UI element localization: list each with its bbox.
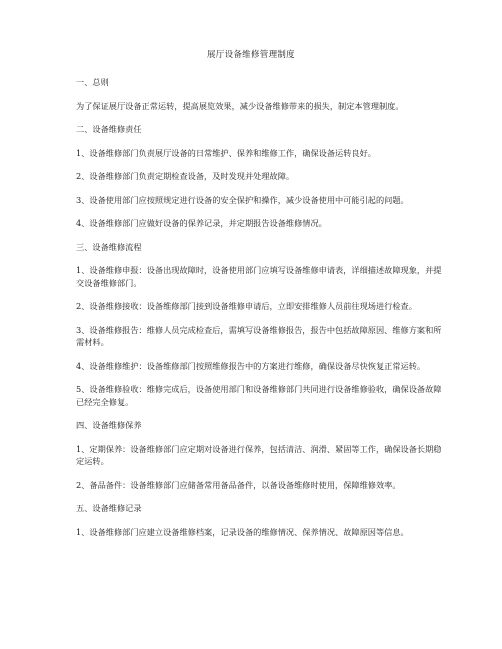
paragraph-records-1: 1、设备维修部门应建立设备维修档案，记录设备的维修情况、保养情况、故障原因等信息。 <box>76 526 409 537</box>
document-body <box>76 76 442 549</box>
paragraph-process-4: 4、设备维修维护：设备维修部门按照维修报告中的方案进行维修，确保设备尽快恢复正常运转。 <box>76 360 426 371</box>
section-heading-maintenance: 四、设备维修保养 <box>76 420 142 430</box>
section-heading-responsibility: 二、设备维修责任 <box>76 124 142 134</box>
paragraph-maintenance-1: 1、定期保养：设备维修部门应定期对设备进行保养，包括清洁、润滑、紧固等工作，确保设备长期稳定运转。 <box>76 443 442 466</box>
section-heading-process: 三、设备维修流程 <box>76 241 142 252</box>
paragraph-responsibility-3: 3、设备使用部门应按照规定进行设备的安全保护和操作，减少设备使用中可能引起的问题。 <box>76 194 409 205</box>
paragraph-maintenance-2: 2、备品备件：设备维修部门应储备常用备品备件，以备设备维修时使用，保障维修效率。 <box>76 479 401 490</box>
section-heading-records: 五、设备维修记录 <box>76 503 142 513</box>
paragraph-process-2: 2、设备维修接收：设备维修部门接到设备维修申请后，立即安排维修人员前往现场进行检查。 <box>76 301 417 311</box>
paragraph-process-3: 3、设备维修报告：维修人员完成检查后，需填写设备维修报告，报告中包括故障原因、维修方案和所需材料。 <box>76 324 442 347</box>
document-title: 展厅设备维修管理制度 <box>206 50 295 60</box>
paragraph-general-purpose: 为了保证展厅设备正常运转，提高展览效果，减少设备维修带来的损失，制定本管理制度。 <box>76 100 404 111</box>
paragraph-process-1: 1、设备维修申报：设备出现故障时，设备使用部门应填写设备维修申请表，详细描述故障现象，并提交设备维修部门。 <box>76 265 442 288</box>
paragraph-process-5: 5、设备维修验收：维修完成后，设备使用部门和设备维修部门共同进行设备维修验收，确保设备故障已经完全修复。 <box>76 384 442 407</box>
paragraph-responsibility-2: 2、设备维修部门负责定期检查设备，及时发现并处理故障。 <box>76 171 295 181</box>
section-heading-general: 一、总则 <box>76 77 109 87</box>
paragraph-responsibility-1: 1、设备维修部门负责展厅设备的日常维护、保养和维修工作，确保设备运转良好。 <box>76 147 376 158</box>
paragraph-responsibility-4: 4、设备维修部门应做好设备的保养记录，并定期报告设备维修情况。 <box>76 218 327 228</box>
